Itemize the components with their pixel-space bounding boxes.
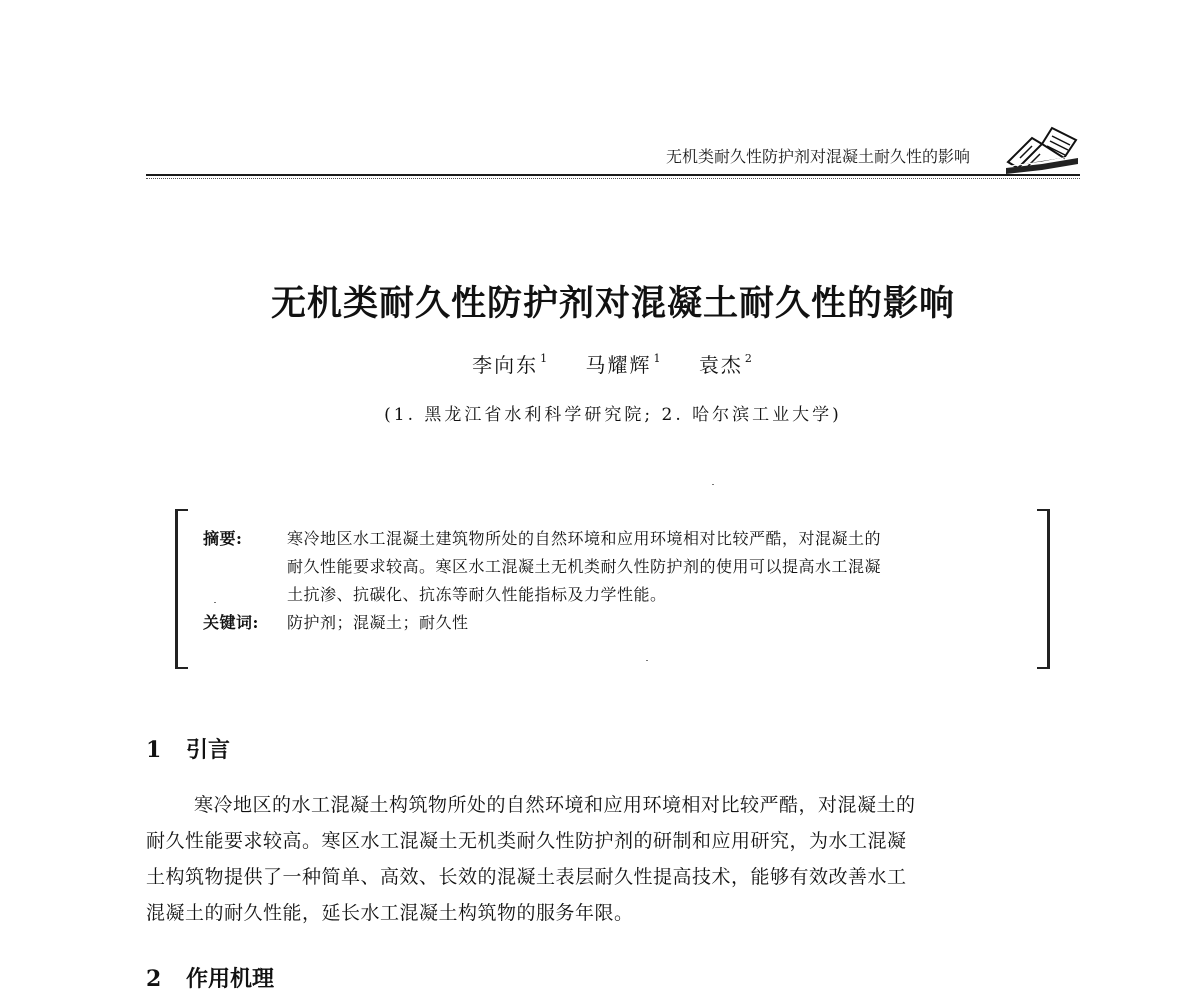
running-header (146, 118, 1080, 176)
abstract-box: 摘要: 寒冷地区水工混凝土建筑物所处的自然环境和应用环境相对比较严酷，对混凝土的 耐久性能要求较高。寒区水工混凝土无机类耐久性防护剂的使用可以提高水工混凝 土抗渗、抗碳化、抗冻等耐久性能指标及力学性能。 关键词: 防护剂；混凝土；耐久性 (175, 509, 1050, 665)
scan-speck (712, 484, 714, 485)
keywords-line (203, 609, 469, 637)
paper-title: 无机类耐久性防护剂对混凝土耐久性的影响 (270, 283, 955, 324)
abstract-bracket-left (175, 509, 188, 669)
abstract-line: 摘要: 寒冷地区水工混凝土建筑物所处的自然环境和应用环境相对比较严酷，对混凝土的 (203, 525, 287, 553)
author-list (146, 349, 1080, 378)
running-header-title: 无机类耐久性防护剂对混凝土耐久性的影响 (665, 147, 970, 166)
paragraph-line: 寒冷地区的水工混凝土构筑物所处的自然环境和应用环境相对比较严酷，对混凝土的 (194, 794, 916, 816)
abstract-label: 摘要: (203, 529, 243, 548)
paragraph-line: 耐久性能要求较高。寒区水工混凝土无机类耐久性防护剂的研制和应用研究，为水工混凝 (146, 830, 907, 852)
section-heading: 2 作用机理 (146, 966, 275, 992)
header-rule (146, 174, 1080, 176)
keywords-text: 防护剂；混凝土；耐久性 (287, 613, 469, 632)
section-paragraph (146, 787, 1080, 931)
paragraph-line: 土构筑物提供了一种简单、高效、长效的混凝土表层耐久性提高技术，能够有效改善水工 (146, 866, 907, 888)
paragraph-line: 混凝土的耐久性能，延长水工混凝土构筑物的服务年限。 (146, 902, 634, 924)
author: 袁杰 $^2$ (698, 352, 754, 377)
affiliations: (1. 黑龙江省水利科学研究院; 2. 哈尔滨工业大学) (384, 405, 842, 425)
section-heading: 1 引言 (146, 737, 231, 763)
author: 李向东 $^1$ (472, 352, 550, 377)
header-rule-dotted (146, 178, 1080, 179)
scan-speck (214, 602, 216, 603)
open-book-icon (1002, 118, 1080, 174)
keywords-label: 关键词: (203, 613, 259, 632)
author: 马耀辉 $^1$ (585, 352, 663, 377)
scan-speck (646, 660, 648, 661)
